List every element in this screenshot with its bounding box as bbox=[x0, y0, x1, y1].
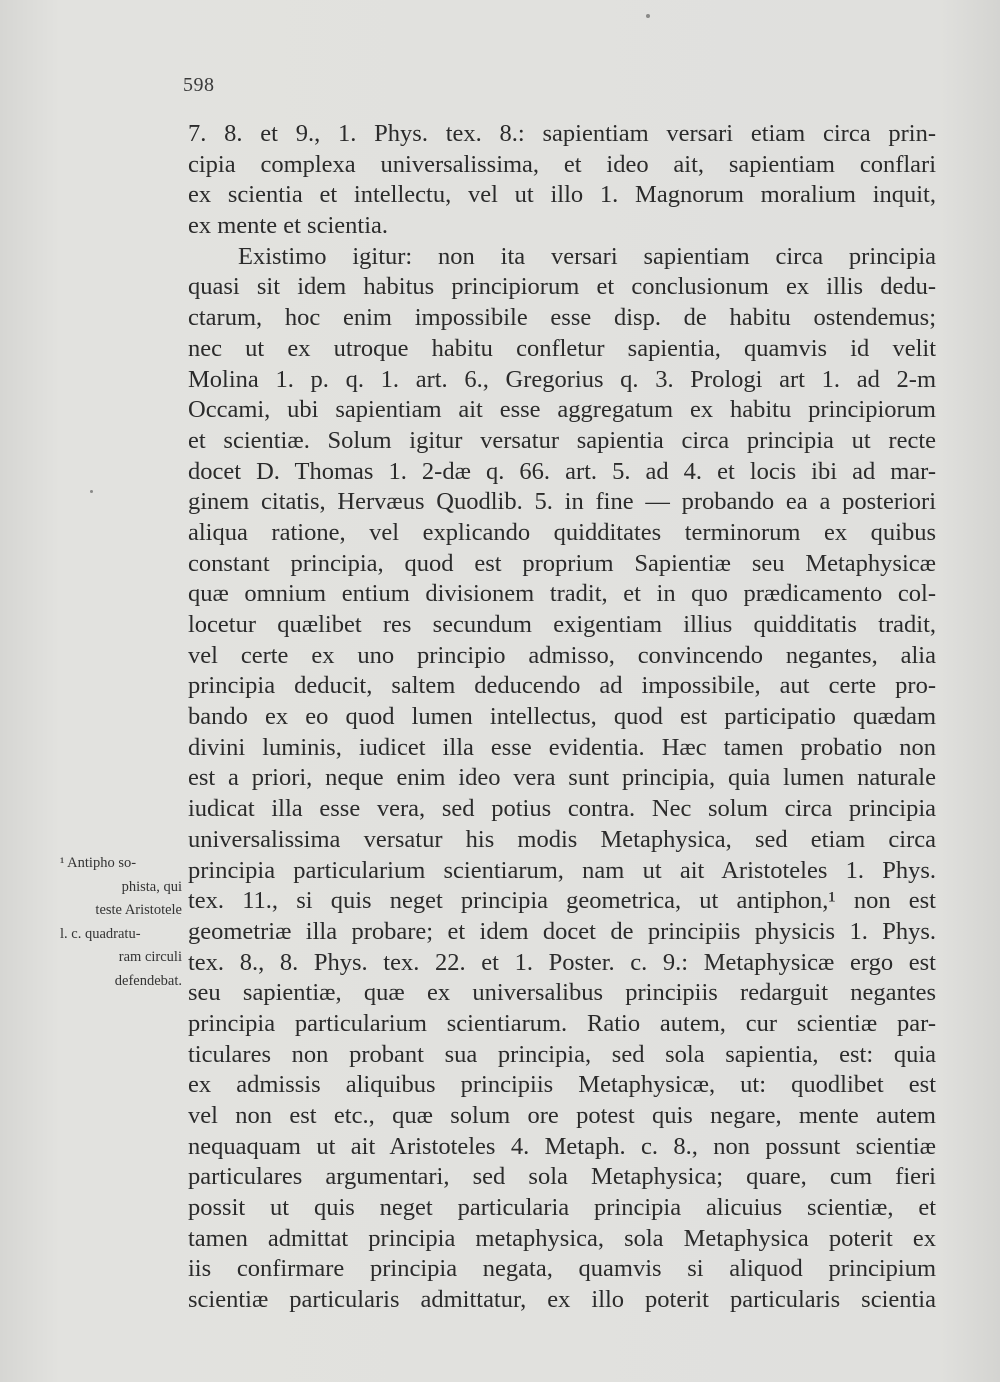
text-line: principia particularium scientiarum, nam ut ait Aristoteles 1. Phys. bbox=[188, 856, 936, 884]
text-line: nec ut ex utroque habitu confletur sapientia, quamvis id velit bbox=[188, 334, 936, 362]
footnote-line: l. c. quadratu- bbox=[60, 925, 141, 942]
text-line: vel non est etc., quæ solum ore potest quis negare, mente autem bbox=[188, 1102, 936, 1129]
text-line: Molina 1. p. q. 1. art. 6., Gregorius q. 3. Prologi art 1. ad 2-m bbox=[188, 365, 936, 393]
footnote-line: ¹ Antipho so- bbox=[60, 855, 137, 871]
text-line: nequaquam ut ait Aristoteles 4. Metaph. c. 8., non possunt scientiæ bbox=[188, 1132, 936, 1160]
text-line: constant principia, quod est proprium Sapientiæ seu Metaphysicæ bbox=[188, 549, 936, 577]
text-line: Existimo igitur: non ita versari sapientiam circa principia bbox=[238, 242, 936, 270]
footnote-line: defendebat. bbox=[114, 972, 182, 989]
text-line: vel certe ex uno principio admisso, convincendo negantes, alia bbox=[188, 641, 936, 669]
text-line: ginem citatis, Hervæus Quodlib. 5. in fine — probando ea a posteriori bbox=[188, 488, 936, 516]
page-number: 598 bbox=[183, 74, 215, 96]
text-line: ex scientia et intellectu, vel ut illo 1. Magnorum moralium inquit, bbox=[188, 181, 936, 209]
text-line: aliqua ratione, vel explicando quidditates terminorum ex quibus bbox=[188, 518, 936, 546]
text-line: 7. 8. et 9., 1. Phys. tex. 8.: sapientiam versari etiam circa prin- bbox=[188, 120, 936, 147]
paper-speck bbox=[90, 490, 93, 493]
text-line: et scientiæ. Solum igitur versatur sapientia circa principia ut recte bbox=[188, 426, 936, 454]
text-line: universalissima versatur his modis Metaphysica, sed etiam circa bbox=[188, 825, 936, 853]
text-line: bando ex eo quod lumen intellectus, quod est participatio quædam bbox=[188, 703, 936, 731]
text-line: geometriæ illa probare; et idem docet de principiis physicis 1. Phys. bbox=[188, 917, 936, 945]
text-line: cipia complexa universalissima, et ideo ait, sapientiam conflari bbox=[188, 150, 936, 178]
text-line: tex. 11., si quis neget principia geometrica, ut antiphon,¹ non est bbox=[188, 887, 936, 915]
text-line: possit ut quis neget particularia principia alicuius scientiæ, et bbox=[188, 1194, 936, 1222]
text-line: principia particularium scientiarum. Ratio autem, cur scientiæ par- bbox=[188, 1009, 936, 1037]
text-line: docet D. Thomas 1. 2-dæ q. 66. art. 5. ad 4. et locis ibi ad mar- bbox=[188, 457, 936, 485]
text-line: Occami, ubi sapientiam ait esse aggregatum ex habitu principiorum bbox=[188, 396, 936, 424]
text-line: est a priori, neque enim ideo vera sunt principia, quia lumen naturale bbox=[188, 764, 936, 792]
text-line: iudicat illa esse vera, sed potius contra. Nec solum circa principia bbox=[188, 795, 936, 823]
text-line: scientiæ particularis admittatur, ex illo poterit particularis scientia bbox=[188, 1286, 936, 1314]
text-line: ex mente et scientia. bbox=[188, 212, 388, 240]
text-line: locetur quælibet res secundum exigentiam illius quidditatis tradit, bbox=[188, 611, 936, 638]
text-line: iis confirmare principia negata, quamvis si aliquod principium bbox=[188, 1255, 936, 1283]
text-line: principia deducit, saltem deducendo ad impossibile, aut certe pro- bbox=[188, 672, 936, 700]
text-line: divini luminis, iudicet illa esse evidentia. Hæc tamen probatio non bbox=[188, 733, 936, 761]
text-line: quæ omnium entium divisionem tradit, et in quo prædicamento col- bbox=[188, 580, 936, 608]
body-text bbox=[188, 119, 936, 1316]
text-line: seu sapientiæ, quæ ex universalibus principiis redarguit negantes bbox=[188, 979, 936, 1007]
text-line: ticulares non probant sua principia, sed sola sapientia, est: quia bbox=[188, 1040, 936, 1068]
text-line: particulares argumentari, sed sola Metaphysica; quare, cum fieri bbox=[188, 1163, 936, 1191]
margin-footnote bbox=[60, 852, 182, 993]
text-line: ex admissis aliquibus principiis Metaphysicæ, ut: quodlibet est bbox=[188, 1071, 936, 1099]
text-line: tamen admittat principia metaphysica, sola Metaphysica poterit ex bbox=[188, 1224, 936, 1252]
footnote-line: phista, qui bbox=[121, 878, 182, 895]
text-line: quasi sit idem habitus principiorum et conclusionum ex illis dedu- bbox=[188, 273, 936, 301]
paper-speck bbox=[646, 14, 650, 18]
footnote-line: teste Aristotele bbox=[95, 902, 182, 918]
text-line: tex. 8., 8. Phys. tex. 22. et 1. Poster. c. 9.: Metaphysicæ ergo est bbox=[188, 948, 936, 976]
footnote-line: ram circuli bbox=[118, 949, 182, 965]
text-line: ctarum, hoc enim impossibile esse disp. de habitu ostendemus; bbox=[188, 304, 936, 332]
